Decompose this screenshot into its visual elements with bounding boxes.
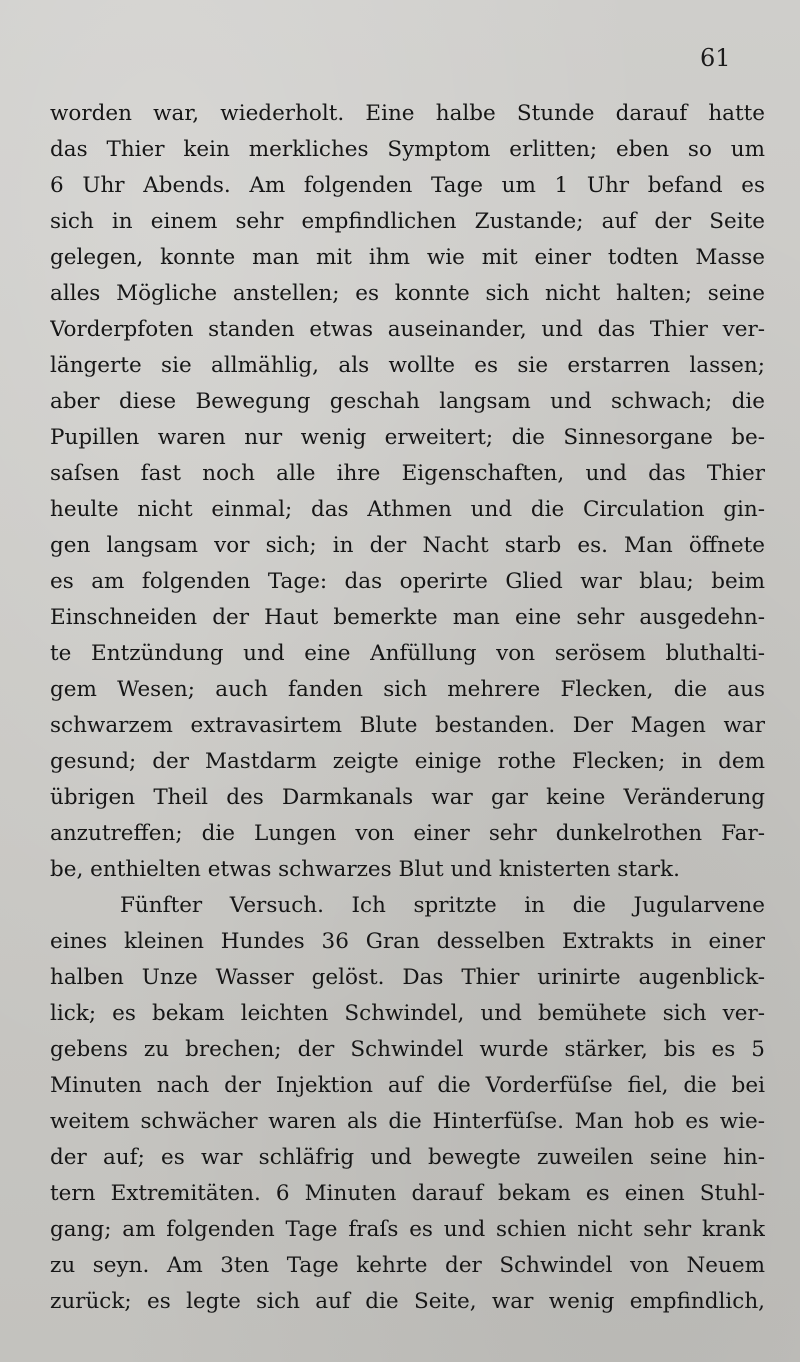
text-line: lick; es bekam leichten Schwindel, und bemühete sich ver-	[50, 1001, 765, 1026]
page-number: 61	[700, 44, 731, 72]
text-line: halben Unze Wasser gelöst. Das Thier urinirte augenblick-	[50, 965, 765, 990]
text-line: gelegen, konnte man mit ihm wie mit einer todten Masse	[50, 245, 765, 270]
text-line: schwarzem extravasirtem Blute bestanden. Der Magen war	[50, 713, 765, 738]
text-line: eines kleinen Hundes 36 Gran desselben Extrakts in einer	[50, 929, 765, 954]
text-line: längerte sie allmählig, als wollte es sie erstarren lassen;	[50, 353, 765, 378]
text-line: übrigen Theil des Darmkanals war gar keine Veränderung	[50, 785, 765, 810]
text-line: gang; am folgenden Tage fraſs es und schien nicht sehr krank	[50, 1217, 765, 1242]
text-line: der auf; es war schläfrig und bewegte zuweilen seine hin-	[50, 1145, 765, 1170]
text-line: Pupillen waren nur wenig erweitert; die Sinnesorgane be-	[50, 425, 765, 450]
text-line: Minuten nach der Injektion auf die Vorderfüſse fiel, die bei	[50, 1073, 765, 1098]
text-line: anzutreffen; die Lungen von einer sehr dunkelrothen Far-	[50, 821, 765, 846]
text-line: weitem schwächer waren als die Hinterfüſse. Man hob es wie-	[50, 1109, 765, 1134]
body-text	[50, 96, 765, 1320]
text-line: tern Extremitäten. 6 Minuten darauf bekam es einen Stuhl-	[50, 1181, 765, 1206]
text-line: zurück; es legte sich auf die Seite, war wenig empfindlich,	[50, 1289, 765, 1314]
text-line: 6 Uhr Abends. Am folgenden Tage um 1 Uhr befand es	[50, 173, 765, 198]
text-line: gesund; der Mastdarm zeigte einige rothe Flecken; in dem	[50, 749, 765, 774]
text-line: zu seyn. Am 3ten Tage kehrte der Schwindel von Neuem	[50, 1253, 765, 1278]
text-line: gen langsam vor sich; in der Nacht starb es. Man öffnete	[50, 533, 765, 558]
text-line: es am folgenden Tage: das operirte Glied war blau; beim	[50, 569, 765, 594]
text-line: worden war, wiederholt. Eine halbe Stunde darauf hatte	[50, 101, 765, 126]
text-line: aber diese Bewegung geschah langsam und schwach; die	[50, 389, 765, 414]
text-line: saſsen fast noch alle ihre Eigenschaften, und das Thier	[50, 461, 765, 486]
text-line: alles Mögliche anstellen; es konnte sich nicht halten; seine	[50, 281, 765, 306]
text-line: gem Wesen; auch fanden sich mehrere Flecken, die aus	[50, 677, 765, 702]
text-line: heulte nicht einmal; das Athmen und die Circulation gin-	[50, 497, 765, 522]
text-line: Vorderpfoten standen etwas auseinander, und das Thier ver-	[50, 317, 765, 342]
paragraph-end-line: be, enthielten etwas schwarzes Blut und knisterten stark.	[50, 857, 680, 882]
text-line: te Entzündung und eine Anfüllung von serösem bluthalti-	[50, 641, 765, 666]
text-line: das Thier kein merkliches Symptom erlitten; eben so um	[50, 137, 765, 162]
section-start-line: Fünfter Versuch. Ich spritzte in die Jugularvene	[120, 893, 765, 918]
text-line: gebens zu brechen; der Schwindel wurde stärker, bis es 5	[50, 1037, 765, 1062]
text-line: sich in einem sehr empfindlichen Zustande; auf der Seite	[50, 209, 765, 234]
text-line: Einschneiden der Haut bemerkte man eine sehr ausgedehn-	[50, 605, 765, 630]
